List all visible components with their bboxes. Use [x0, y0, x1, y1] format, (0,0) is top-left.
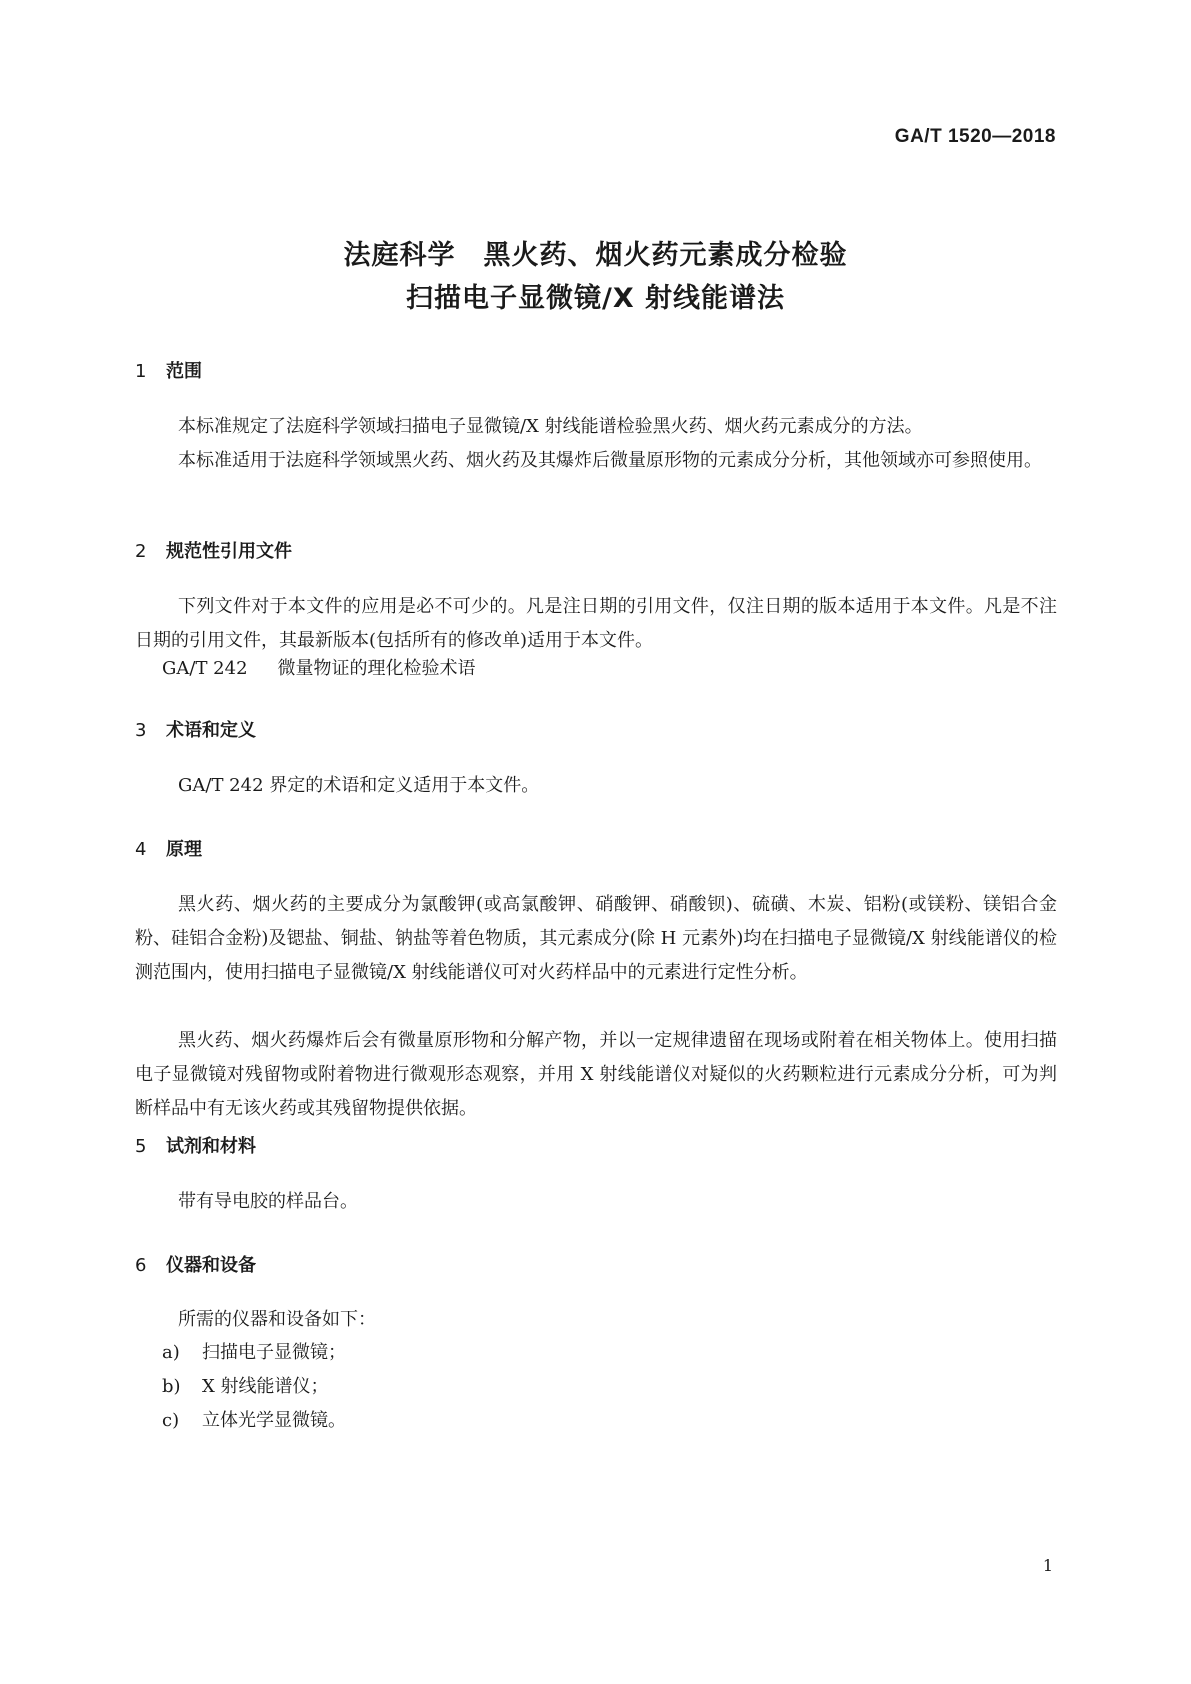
section-heading-normative-references: [135, 537, 292, 563]
section-number: 3: [135, 720, 147, 741]
list-item-text: 立体光学显微镜。: [202, 1410, 346, 1431]
section-number: 1: [135, 361, 147, 382]
standard-code: GA/T 1520—2018: [894, 126, 1056, 147]
list-item-label: b): [162, 1376, 181, 1397]
paragraph: 带有导电胶的样品台。: [178, 1191, 358, 1212]
document-title-line-2: 扫描电子显微镜/X 射线能谱法: [405, 283, 786, 314]
section-heading-reagents: [135, 1132, 256, 1158]
paragraph: 本标准规定了法庭科学领域扫描电子显微镜/X 射线能谱检验黑火药、烟火药元素成分的方法。: [178, 416, 923, 437]
section-heading-apparatus: [135, 1251, 256, 1277]
reference-code: GA/T 242: [162, 658, 248, 679]
list-item-text: X 射线能谱仪；: [202, 1376, 329, 1397]
list-item-label: c): [162, 1410, 180, 1431]
page-number: 1: [1042, 1556, 1053, 1575]
paragraph: 黑火药、烟火药爆炸后会有微量原形物和分解产物，并以一定规律遗留在现场或附着在相关物体上。使用扫描电子显微镜对残留物或附着物进行微观形态观察，并用 X 射线能谱仪对疑似的火药颗粒进行元素成分分析，可为判断样品中有无该火药或其残留物提供依据。: [135, 1030, 1057, 1119]
section-number: 4: [135, 839, 147, 860]
paragraph: 所需的仪器和设备如下：: [178, 1309, 376, 1330]
list-item-label: a): [162, 1342, 180, 1363]
section-title: 试剂和材料: [166, 1136, 256, 1157]
paragraph: 黑火药、烟火药的主要成分为氯酸钾(或高氯酸钾、硝酸钾、硝酸钡)、硫磺、木炭、铝粉(或镁粉、镁铝合金粉、硅铝合金粉)及锶盐、铜盐、钠盐等着色物质，其元素成分(除 H 元素外)均在扫描电子显微镜/X 射线能谱仪的检测范围内，使用扫描电子显微镜/X 射线能谱仪可对火药样品中的元素进行定性分析。: [135, 894, 1057, 983]
paragraph: GA/T 242 界定的术语和定义适用于本文件。: [178, 775, 540, 796]
reference-title: 微量物证的理化检验术语: [277, 658, 476, 679]
section-number: 6: [135, 1255, 147, 1276]
section-number: 2: [135, 541, 147, 562]
section-heading-scope: [135, 357, 202, 383]
section-title: 仪器和设备: [166, 1255, 256, 1276]
list-item: [162, 1338, 346, 1364]
document-title-line-1: 法庭科学 黑火药、烟火药元素成分检验: [343, 240, 848, 271]
paragraph: 本标准适用于法庭科学领域黑火药、烟火药及其爆炸后微量原形物的元素成分分析，其他领域亦可参照使用。: [178, 450, 1042, 471]
section-title: 原理: [166, 839, 202, 860]
section-number: 5: [135, 1136, 147, 1157]
section-heading-terms: [135, 716, 256, 742]
section-title: 规范性引用文件: [166, 541, 292, 562]
list-item-text: 扫描电子显微镜；: [202, 1342, 346, 1363]
list-item: [162, 1372, 329, 1398]
paragraph: 下列文件对于本文件的应用是必不可少的。凡是注日期的引用文件，仅注日期的版本适用于本文件。凡是不注日期的引用文件，其最新版本(包括所有的修改单)适用于本文件。: [135, 596, 1057, 651]
reference-entry: [162, 654, 476, 680]
list-item: [162, 1406, 346, 1432]
section-title: 范围: [166, 361, 202, 382]
section-heading-principle: [135, 835, 202, 861]
section-title: 术语和定义: [166, 720, 256, 741]
